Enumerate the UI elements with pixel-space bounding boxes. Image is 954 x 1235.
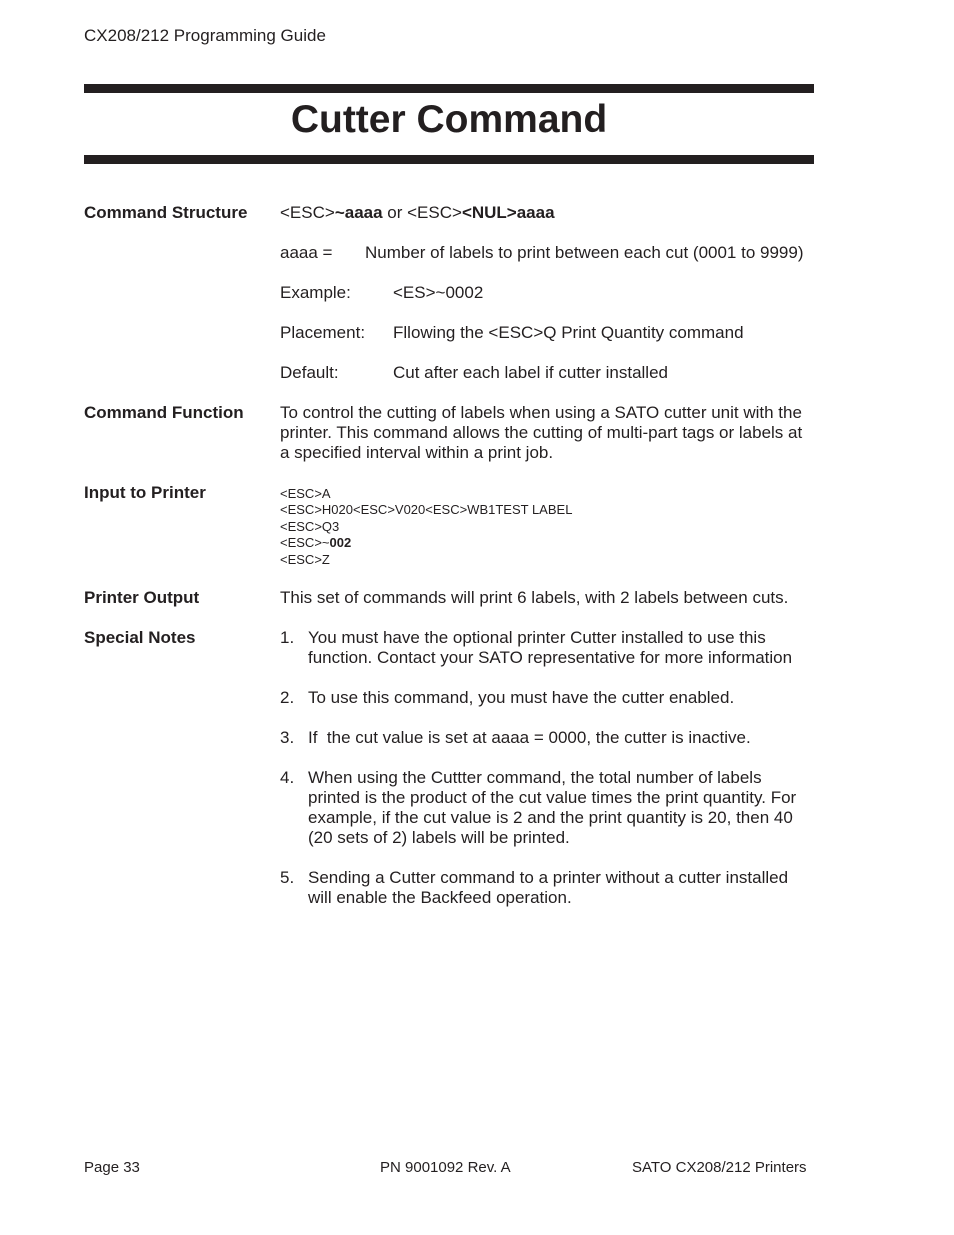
default-value: Cut after each label if cutter installed	[393, 363, 668, 382]
syntax-bold-part: ~aaaa	[334, 203, 383, 222]
input-code-block	[280, 486, 572, 568]
note-number: 4.	[280, 768, 295, 787]
title-rule-top	[84, 84, 814, 93]
example-value: <ES>~0002	[393, 283, 484, 302]
section-label-function: Command Function	[84, 403, 244, 422]
note-number: 3.	[280, 728, 295, 747]
note-line: To use this command, you must have the cutter enabled.	[308, 688, 735, 707]
note-line: Sending a Cutter command to a printer without a cutter installed	[308, 868, 789, 887]
note-line: will enable the Backfeed operation.	[308, 888, 572, 907]
note-line: function. Contact your SATO representative for more information	[308, 648, 793, 667]
note-item	[308, 728, 813, 748]
footer-part-number: PN 9001092 Rev. A	[380, 1159, 511, 1176]
note-line: You must have the optional printer Cutter installed to use this	[308, 628, 766, 647]
syntax-bold-part: <NUL>aaaa	[461, 203, 555, 222]
section-label-notes: Special Notes	[84, 628, 196, 647]
note-item	[308, 868, 813, 908]
section-label-input: Input to Printer	[84, 483, 206, 502]
syntax-part: <ESC>	[280, 203, 335, 222]
note-item	[308, 628, 813, 668]
note-number: 1.	[280, 628, 295, 647]
code-line: <ESC>Z	[280, 551, 330, 567]
footer-page-number: Page 33	[84, 1159, 140, 1176]
paragraph-line: To control the cutting of labels when using a SATO cutter unit with the	[280, 403, 802, 422]
param-key: aaaa =	[280, 243, 333, 262]
placement-value: Fllowing the <ESC>Q Print Quantity command	[393, 323, 744, 342]
code-line	[280, 535, 572, 551]
syntax-part: or <ESC>	[382, 203, 462, 222]
paragraph-line: a specified interval within a print job.	[280, 443, 554, 462]
code-line: <ESC>H020<ESC>V020<ESC>WB1TEST LABEL	[280, 502, 573, 518]
default-key: Default:	[280, 363, 339, 382]
function-paragraph	[280, 403, 820, 463]
title-rule-bottom	[84, 155, 814, 164]
param-desc: Number of labels to print between each cut (0001 to 9999)	[365, 243, 804, 262]
code-prefix: <ESC>~	[280, 535, 330, 551]
note-number: 5.	[280, 868, 295, 887]
output-text: This set of commands will print 6 labels, with 2 labels between cuts.	[280, 588, 789, 607]
page-title: Cutter Command	[290, 98, 608, 141]
note-line: example, if the cut value is 2 and the print quantity is 20, then 40	[308, 808, 793, 827]
note-number: 2.	[280, 688, 295, 707]
code-line: <ESC>Q3	[280, 518, 340, 534]
paragraph-line: printer. This command allows the cutting of multi-part tags or labels at	[280, 423, 803, 442]
placement-key: Placement:	[280, 323, 366, 342]
note-line: (20 sets of 2) labels will be printed.	[308, 828, 570, 847]
note-item	[308, 688, 813, 708]
section-label-structure: Command Structure	[84, 203, 248, 222]
code-bold-value: 002	[329, 535, 352, 551]
code-line: <ESC>A	[280, 486, 331, 501]
note-item	[308, 768, 813, 848]
running-header: CX208/212 Programming Guide	[84, 26, 326, 45]
footer-product: SATO CX208/212 Printers	[632, 1159, 807, 1176]
note-line: When using the Cuttter command, the total number of labels	[308, 768, 762, 787]
note-line: If the cut value is set at aaaa = 0000, the cutter is inactive.	[308, 728, 751, 747]
section-label-output: Printer Output	[84, 588, 200, 607]
command-syntax	[280, 203, 555, 223]
example-key: Example:	[280, 283, 351, 302]
note-line: printed is the product of the cut value times the print quantity. For	[308, 788, 797, 807]
